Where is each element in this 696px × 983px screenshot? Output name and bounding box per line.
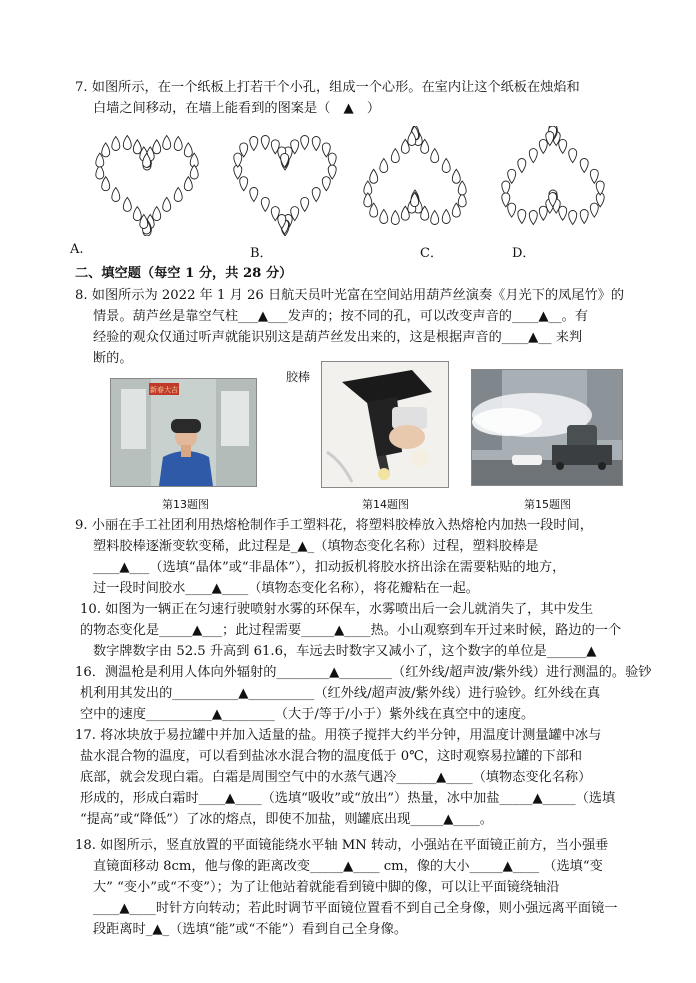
q10-line3: 数字牌数字由 52.5 升高到 61.6，车远去时数字又减小了，这个数字的单位是______▲ xyxy=(93,644,597,659)
q18-line3: 大” “变小”或“不变”）；为了让他站着就能看到镜中脚的像，可以让平面镜绕轴沿 xyxy=(93,880,560,895)
option-d-label: D． xyxy=(512,246,536,261)
q18-line4: ____▲____时针方向转动；若此时调节平面镜位置看不到自己全身像，则小强远离平面镜一 xyxy=(93,901,618,916)
heart-option-c-icon xyxy=(360,126,470,236)
q8-line3: 经验的观众仅通过听声就能识别这是葫芦丝发出来的，这是根据声音的____▲__ 来判 xyxy=(93,330,583,345)
q9-line1: 9. 小丽在手工社团利用热熔枪制作手工塑料花，将塑料胶棒放入热熔枪内加热一段时间， xyxy=(75,518,593,533)
option-b-label: B． xyxy=(250,246,273,261)
option-a-label: A. xyxy=(70,242,84,257)
q7-line1: 7. 如图所示，在一个纸板上打若干个小孔，组成一个心形。在室内让这个纸板在烛焰和 xyxy=(75,80,580,95)
q17-line1: 17. 将冰块放于易拉罐中并加入适量的盐。用筷子搅拌大约半分钟，用温度计测量罐中冰与 xyxy=(75,728,602,743)
q10-line1: 10. 如图为一辆正在匀速行驶喷射水雾的环保车，水雾喷出后一会儿就消失了，其中发生 xyxy=(80,602,594,617)
q16-line2: 机利用其发出的__________▲__________（红外线/超声波/紫外线）进行验钞。红外线在真 xyxy=(80,686,601,701)
q9-line3: ____▲___（选填“晶体”或“非晶体”），扣动扳机将胶水挤出涂在需要粘贴的地方， xyxy=(93,560,566,575)
q16-line3: 空中的速度__________▲________（大于/等于/小于）紫外线在真空中的速度。 xyxy=(80,707,535,722)
q7-options xyxy=(70,126,670,261)
q8-line4: 断的。 xyxy=(93,351,133,366)
figure-14-caption: 第14题图 xyxy=(362,498,409,511)
figure-13-photo xyxy=(110,378,257,487)
q18-line1: 18. 如图所示，竖直放置的平面镜能绕水平轴 MN 转动，小强站在平面镜正前方，当小强垂 xyxy=(75,838,609,853)
glue-stick-label: 胶棒 xyxy=(286,370,311,384)
q8-line1: 8. 如图所示为 2022 年 1 月 26 日航天员叶光富在空间站用葫芦丝演奏《月光下的凤尾竹》的 xyxy=(75,288,625,303)
q8-line2: 情景。葫芦丝是靠空气柱___▲___发声的；按不同的孔，可以改变声音的____▲__。有 xyxy=(93,309,589,324)
section-heading: 二、填空题（每空 1 分，共 28 分） xyxy=(75,266,293,281)
q17-line4: 形成的，形成白霜时____▲____（选填“吸收”或“放出”）热量，冰中加盐_____▲_____（选填 xyxy=(80,791,616,806)
q17-line2: 盐水混合物的温度，可以看到盐冰水混合物的温度低于 0℃，这时观察易拉罐的下部和 xyxy=(80,749,583,764)
q7-line2: 白墙之间移动，在墙上能看到的图案是（ ▲ ） xyxy=(93,101,381,116)
q16-line1: 16．测温枪是利用人体向外辐射的________▲________（红外线/超声波/紫外线）进行测温的。验钞 xyxy=(75,665,652,680)
q17-line3: 底部，就会发现白霜。白霜是周围空气中的水蒸气遇冷______▲____（填物态变化名称） xyxy=(80,770,592,785)
figure-14-photo xyxy=(321,361,449,488)
heart-option-b-icon xyxy=(230,126,340,236)
q17-line5: “提高”或“降低”）了冰的熔点，即使不加盐，则罐底出现_____▲____。 xyxy=(80,812,493,827)
figure-15-caption: 第15题图 xyxy=(524,498,571,511)
q9-line4: 过一段时间胶水____▲____（填物态变化名称），将花瓣粘在一起。 xyxy=(93,581,479,596)
figure-13-caption: 第13题图 xyxy=(162,498,209,511)
q10-line2: 的物态变化是_____▲___；此过程需要_____▲____热。小山观察到车开过来时候，路边的一个 xyxy=(80,623,622,638)
figure-15-photo xyxy=(471,369,623,486)
heart-option-d-icon xyxy=(498,126,608,236)
heart-option-a-icon xyxy=(92,126,202,236)
option-c-label: C． xyxy=(420,246,443,261)
q9-line2: 塑料胶棒逐渐变软变稀，此过程是_▲_（填物态变化名称）过程，塑料胶棒是 xyxy=(93,539,539,554)
banner-text: 新春大吉 xyxy=(150,386,178,394)
q18-line2: 直镜面移动 8cm，他与像的距离改变_____▲____ cm，像的大小_____▲____ （选填“变 xyxy=(93,859,603,874)
q18-line5: 段距离时_▲_（选填“能”或“不能”）看到自己全身像。 xyxy=(93,922,408,937)
